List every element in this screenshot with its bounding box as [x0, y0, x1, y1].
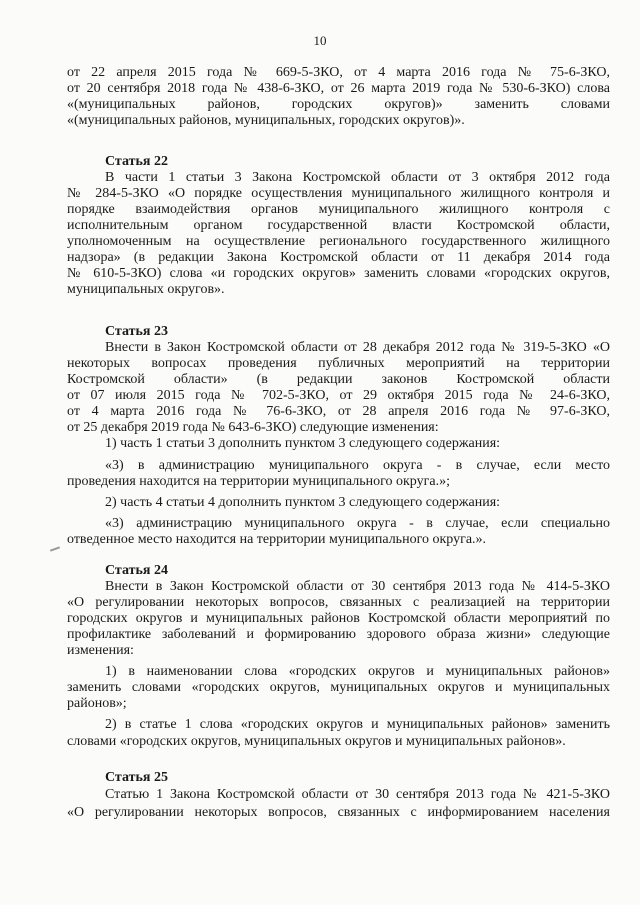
text-line: от 4 марта 2016 года № 76-6-ЗКО, от 28 апреля 2016 года № 97-6-ЗКО,: [67, 404, 610, 419]
page-number: 10: [313, 33, 327, 48]
text-line: «(муниципальных районов, городских округов)» заменить словами: [67, 97, 610, 112]
text-line: муниципальных округов».: [67, 282, 225, 297]
article-23-heading: Статья 23: [105, 324, 168, 339]
article-24-heading: Статья 24: [105, 563, 168, 578]
text-line: № 284-5-ЗКО «О порядке осуществления муниципального жилищного контроля и: [67, 186, 610, 201]
text-line: Костромской области» (в редакции законов Костромской области: [67, 372, 610, 387]
text-line: отведенное место находится на территории муниципального округа.».: [67, 532, 487, 547]
text-line: проведения находится на территории муниципального округа.»;: [67, 474, 450, 489]
text-line: исполнительным органом государственной власти Костромской области,: [67, 218, 610, 233]
text-line: № 610-5-ЗКО) слова «и городских округов» заменить словами «городских округов,: [67, 266, 610, 281]
text-line: профилактике заболеваний и формированию здорового образа жизни» следующие: [67, 627, 610, 642]
text-line: В части 1 статьи 3 Закона Костромской области от 3 октября 2012 года: [105, 170, 610, 185]
text-line: от 25 декабря 2019 года № 643-6-ЗКО) следующие изменения:: [67, 420, 439, 435]
text-line: уполномоченным на осуществление регионального государственного жилищного: [67, 234, 610, 249]
text-line: 2) в статье 1 слова «городских округов и муниципальных районов» заменить: [105, 717, 610, 732]
text-line: порядке взаимодействия органов муниципального жилищного контроля с: [67, 202, 610, 217]
text-line: 1) в наименовании слова «городских округов и муниципальных районов»: [105, 664, 610, 679]
text-line: 1) часть 1 статьи 3 дополнить пунктом 3 следующего содержания:: [105, 436, 501, 451]
text-line: изменения:: [67, 643, 134, 658]
text-line: Внести в Закон Костромской области от 28 декабря 2012 года № 319-5-ЗКО «О: [105, 340, 610, 355]
article-25-heading: Статья 25: [105, 770, 168, 785]
text-line: 2) часть 4 статьи 4 дополнить пунктом 3 следующего содержания:: [105, 495, 501, 510]
text-line: некоторых вопросах проведения публичных мероприятий на территории: [67, 356, 610, 371]
text-line: районов»;: [67, 696, 127, 711]
text-line: городских округов и муниципальных районов Костромской области мероприятий по: [67, 611, 610, 626]
text-line: «3) администрацию муниципального округа - в случае, если специально: [105, 516, 610, 531]
text-line: заменить словами «городских округов, муниципальных округов и муниципальных: [67, 680, 610, 695]
text-line: «О регулировании некоторых вопросов, связанных с реализацией на территории: [67, 595, 610, 610]
text-line: Внести в Закон Костромской области от 30 сентября 2013 года № 414-5-ЗКО: [105, 579, 610, 594]
text-line: словами «городских округов, муниципальных округов и муниципальных районов».: [67, 734, 566, 749]
text-line: «О регулировании некоторых вопросов, связанных с информированием населения: [67, 805, 610, 820]
text-line: надзора» (в редакции Закона Костромской области от 11 декабря 2014 года: [67, 250, 610, 265]
scan-mark: [50, 546, 60, 551]
text-line: от 22 апреля 2015 года № 669-5-ЗКО, от 4 марта 2016 года № 75-6-ЗКО,: [67, 65, 610, 80]
article-22-heading: Статья 22: [105, 154, 168, 169]
text-line: «(муниципальных районов, муниципальных, городских округов)».: [67, 113, 465, 128]
text-line: от 20 сентября 2018 года № 438-6-ЗКО, от 26 марта 2019 года № 530-6-ЗКО) слова: [67, 81, 610, 96]
text-line: от 07 июля 2015 года № 702-5-ЗКО, от 29 октября 2015 года № 24-6-ЗКО,: [67, 388, 610, 403]
text-line: Статью 1 Закона Костромской области от 30 сентября 2013 года № 421-5-ЗКО: [105, 787, 610, 802]
text-line: «3) в администрацию муниципального округа - в случае, если место: [105, 458, 610, 473]
